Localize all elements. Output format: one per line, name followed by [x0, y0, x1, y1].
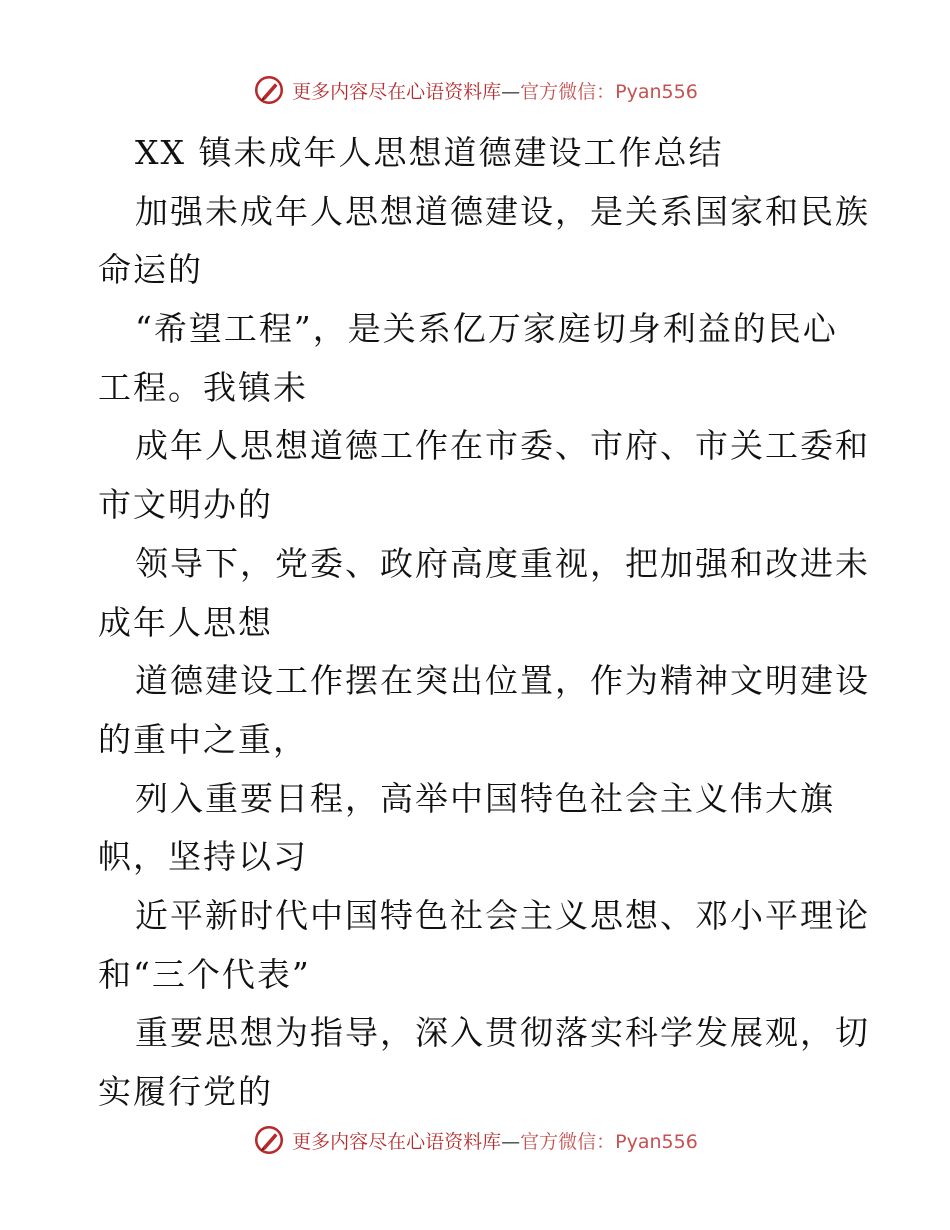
document-body	[98, 124, 870, 1122]
watermark-footer	[0, 1120, 950, 1160]
text-line: 加强未成年人思想道德建设，是关系国家和民族	[135, 191, 870, 231]
watermark-main: 更多内容尽在心语资料库	[292, 80, 502, 103]
watermark-separator: —	[501, 80, 521, 103]
text-line: “希望工程”，是关系亿万家庭切身利益的民心	[135, 309, 838, 349]
text-line: 领导下，党委、政府高度重视，把加强和改进未	[135, 543, 870, 583]
watermark-wechat: 官方微信：Pyan556	[520, 80, 698, 103]
text-line: 市文明办的	[98, 485, 273, 525]
text-line: 命运的	[98, 250, 203, 290]
text-line: 工程。我镇未	[98, 367, 308, 407]
text-line: 近平新时代中国特色社会主义思想、邓小平理论	[135, 895, 870, 935]
text-line: 和“三个代表”	[98, 954, 311, 994]
text-line: 列入重要日程，高举中国特色社会主义伟大旗	[135, 778, 835, 818]
watermark-text	[292, 77, 698, 104]
document-title: XX 镇未成年人思想道德建设工作总结	[135, 133, 724, 172]
watermark-main: 更多内容尽在心语资料库	[292, 1130, 502, 1153]
watermark-text	[292, 1127, 698, 1154]
pen-logo-icon	[252, 73, 286, 107]
pen-logo-icon	[252, 1123, 286, 1157]
text-line: 帜，坚持以习	[98, 837, 308, 877]
watermark-header	[0, 70, 950, 110]
text-line: 的重中之重，	[98, 719, 308, 759]
watermark-separator: —	[501, 1130, 521, 1153]
text-line: 实履行党的	[98, 1072, 273, 1111]
text-line: 重要思想为指导，深入贯彻落实科学发展观，切	[135, 1013, 870, 1053]
watermark-wechat: 官方微信：Pyan556	[520, 1130, 698, 1153]
text-line: 成年人思想	[98, 602, 273, 642]
text-line: 成年人思想道德工作在市委、市府、市关工委和	[135, 426, 870, 466]
text-line: 道德建设工作摆在突出位置，作为精神文明建设	[135, 661, 870, 701]
